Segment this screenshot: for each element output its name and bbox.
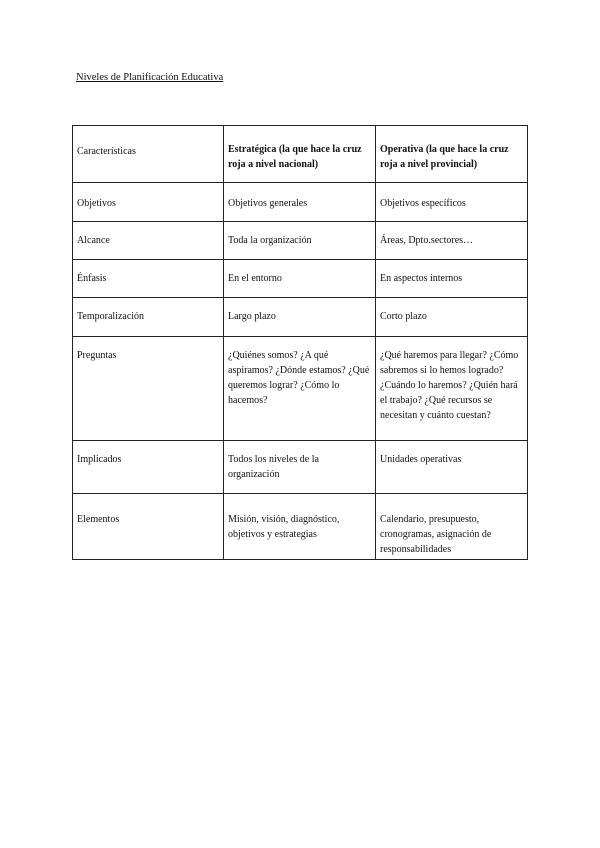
cell-text: Objetivos generales: [228, 198, 308, 209]
table-row: [73, 183, 528, 222]
operative-cell: [376, 494, 528, 560]
row-label: Elementos: [77, 514, 120, 525]
table-header-row: [73, 126, 528, 183]
operative-cell: [376, 183, 528, 222]
row-label-cell: [73, 441, 224, 494]
table-row: [73, 441, 528, 494]
header-cell: [73, 126, 224, 183]
operative-cell: [376, 298, 528, 337]
table-row: [73, 298, 528, 337]
header-label: Estratégica (la que hace la cruz roja a nivel nacional): [228, 144, 362, 170]
cell-text: En aspectos internos: [380, 273, 463, 284]
cell-text: Toda la organización: [228, 235, 312, 246]
strategic-cell: [224, 494, 376, 560]
row-label: Alcance: [77, 235, 110, 246]
table-row: [73, 222, 528, 260]
strategic-cell: [224, 441, 376, 494]
planning-levels-table: [72, 125, 528, 560]
row-label-cell: [73, 260, 224, 298]
cell-text: Calendario, presupuesto, cronogramas, asignación de responsabilidades: [380, 514, 492, 555]
cell-text: Misión, visión, diagnóstico, objetivos y estrategias: [228, 514, 340, 540]
cell-text: Unidades operativas: [380, 454, 462, 465]
strategic-cell: [224, 183, 376, 222]
cell-text: ¿Quiénes somos? ¿A qué aspiramos? ¿Dónde estamos? ¿Qué queremos lograr? ¿Cómo lo hacemos?: [228, 350, 370, 406]
cell-text: Largo plazo: [228, 311, 276, 322]
strategic-cell: [224, 337, 376, 441]
header-label: Operativa (la que hace la cruz roja a nivel provincial): [380, 144, 509, 170]
operative-cell: [376, 260, 528, 298]
operative-cell: [376, 441, 528, 494]
strategic-cell: [224, 260, 376, 298]
cell-text: ¿Qué haremos para llegar? ¿Cómo sabremos si lo hemos logrado? ¿Cuándo lo haremos? ¿Quién hará el trabajo? ¿Qué recursos se necesitan y cuánto cuestan?: [380, 350, 519, 421]
strategic-cell: [224, 222, 376, 260]
row-label-cell: [73, 337, 224, 441]
table-row: [73, 337, 528, 441]
table-row: [73, 494, 528, 560]
row-label: Implicados: [77, 454, 122, 465]
cell-text: Objetivos específicos: [380, 198, 466, 209]
row-label: Objetivos: [77, 198, 116, 209]
table-row: [73, 260, 528, 298]
row-label: Temporalización: [77, 311, 145, 322]
planning-levels-table-container: [72, 125, 527, 560]
row-label: Preguntas: [77, 350, 117, 361]
operative-cell: [376, 222, 528, 260]
row-label-cell: [73, 222, 224, 260]
cell-text: En el entorno: [228, 273, 282, 284]
cell-text: Todos los niveles de la organización: [228, 454, 319, 480]
header-cell: [224, 126, 376, 183]
header-label: Características: [77, 146, 136, 157]
strategic-cell: [224, 298, 376, 337]
row-label-cell: [73, 298, 224, 337]
operative-cell: [376, 337, 528, 441]
header-cell: [376, 126, 528, 183]
cell-text: Corto plazo: [380, 311, 427, 322]
cell-text: Áreas, Dpto.sectores…: [380, 235, 474, 246]
row-label: Énfasis: [77, 273, 107, 284]
row-label-cell: [73, 183, 224, 222]
row-label-cell: [73, 494, 224, 560]
page-title: Niveles de Planificación Educativa: [76, 72, 224, 83]
